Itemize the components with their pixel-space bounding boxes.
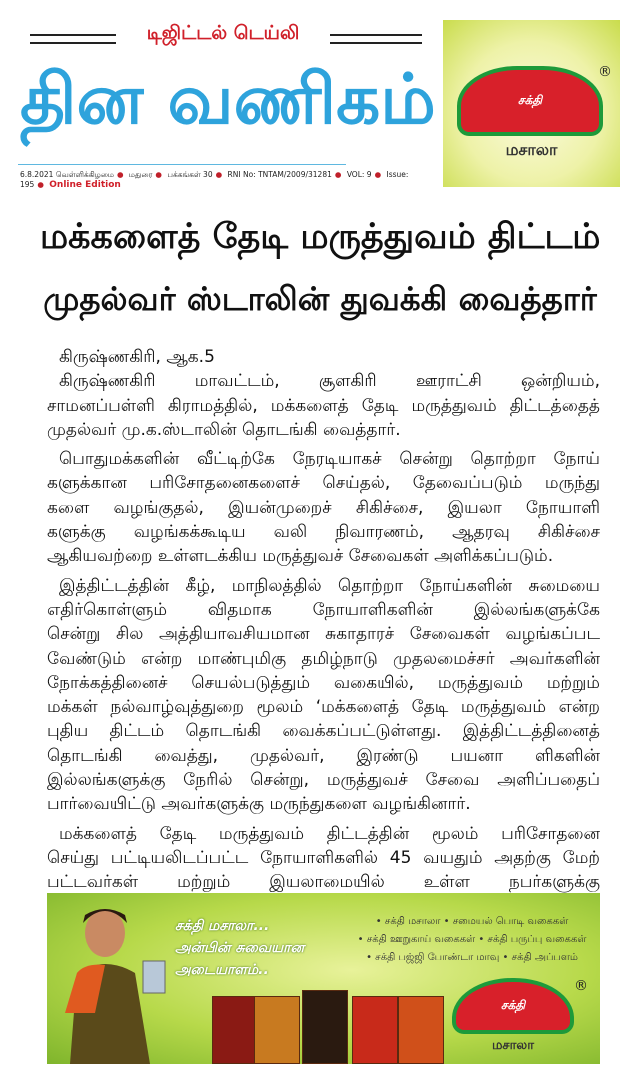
headline-line-2: முதல்வர் ஸ்டாலின் துவக்கி வைத்தார் — [43, 280, 597, 318]
logo-sub: மசாலா — [505, 140, 558, 159]
article-line: செய்து பட்டியலிடப்பட்ட நோயாளிகளில் 45 வயதும் அதற்கு மேற் — [47, 847, 600, 868]
sakthi-masala-advertisement[interactable] — [47, 893, 600, 1064]
article-line: தொடங்கி வைத்து, முதல்வர், இரண்டு பயனா ளிகளின் — [47, 745, 600, 766]
rni-number: RNI No: TNTAM/2009/31281 — [227, 170, 332, 179]
registered-mark: ® — [574, 978, 588, 994]
edition-label: Online Edition — [49, 180, 121, 190]
city: மதுரை — [128, 170, 153, 179]
article-line: மக்கள் நல்வாழ்வுத்துறை மூலம் ‘மக்களைத் தேடி மருத்துவம் என்ற — [47, 697, 600, 718]
article-line: இல்லங்களுக்கு நேரில் சென்று, மருத்துவச் சேவை அளிப்பதைப் — [47, 770, 600, 791]
article-line: பட்டவர்கள் மற்றும் இயலாமையில் உள்ள நபர்களுக்கு — [47, 872, 600, 893]
article-line: நோக்கத்தினைச் செயல்படுத்தும் வகையில், மருத்துவம் மற்றும் — [47, 672, 600, 693]
issue-number: Issue: 195 — [20, 170, 409, 189]
product-line: • சக்தி பஜ்ஜி போண்டா மாவு • சக்தி அப்பளம் — [366, 952, 578, 963]
article-line: எதிர்கொள்ளும் விதமாக நோயாளிகளின் இல்லங்களுக்கே — [47, 599, 600, 620]
kicker: டிஜிட்டல் டெய்லி — [146, 22, 300, 44]
tagline-line: அன்பின் சுவையான — [175, 940, 305, 956]
page-count: பக்கங்கள் 30 — [167, 170, 213, 179]
masala-pack — [212, 996, 258, 1064]
article-line: பார்வையிட்டு அவர்களுக்கு மருந்துகளை வழங்கினார். — [47, 794, 471, 815]
tagline-line: அடையாளம்.. — [175, 962, 269, 978]
article-line: பொதுமக்களின் வீட்டிற்கே நேரடியாகச் சென்று தொற்றா நோய் — [59, 449, 600, 470]
article-line: கிருஷ்ணகிரி மாவட்டம், சூளகிரி ஊராட்சி ஒன்றியம், — [59, 371, 600, 392]
masthead-divider — [18, 164, 346, 165]
masala-pack — [254, 996, 300, 1064]
logo-arch — [457, 66, 603, 136]
masala-pack — [352, 996, 398, 1064]
logo-sub: மசாலா — [491, 1038, 535, 1053]
product-list — [347, 913, 597, 967]
ad-tagline — [175, 915, 345, 981]
ad-brand-logo — [452, 978, 592, 1058]
masala-pack — [302, 990, 348, 1064]
article-line: சாமனப்பள்ளி கிராமத்தில், மக்களைத் தேடி மருத்துவம் திட்டத்தைத் — [47, 395, 600, 416]
product-line: • சக்தி ஊறுகாய் வகைகள் • சக்தி பருப்பு வகைகள் — [357, 934, 587, 945]
tagline-line: சக்தி மசாலா... — [175, 918, 270, 934]
product-packs — [212, 988, 444, 1064]
issue-date: 6.8.2021 வெள்ளிக்கிழமை — [20, 170, 114, 179]
article-line: சென்று சில அத்தியாவசியமான சுகாதாரச் சேவைகள் வழங்கப்பட — [47, 624, 600, 645]
article-paragraph — [47, 574, 600, 817]
article-line: வேண்டும் என்ற மாண்புமிகு தமிழ்நாடு முதலமைச்சர் அவர்களின் — [47, 648, 600, 669]
product-line: • சக்தி மசாலா • சமையல் பொடி வகைகள் — [375, 916, 569, 927]
article-line: மக்களைத் தேடி மருத்துவம் திட்டத்தின் மூலம் பரிசோதனை — [59, 823, 600, 844]
article-line: களுக்கு வழங்கக்கூடிய வலி நிவாரணம், ஆதரவு சிகிச்சை — [47, 522, 600, 543]
article-line: களை வழங்குதல், இயன்முறைச் சிகிச்சை, இயலா நோயாளி — [47, 497, 600, 518]
article-line: களுக்கான பரிசோதனைகளைச் செய்தல், தேவைப்படும் மருந்து — [47, 473, 600, 494]
headline-line-1: மக்களைத் தேடி மருத்துவம் திட்டம் — [40, 217, 601, 257]
volume: VOL: 9 — [346, 170, 372, 179]
newspaper-title: தின வணிகம் — [20, 60, 436, 140]
logo-brand: சக்தி — [517, 93, 543, 107]
article-body — [47, 345, 600, 900]
sakthi-masala-logo[interactable] — [443, 20, 620, 187]
article-paragraph — [47, 369, 600, 442]
article-paragraph — [47, 822, 600, 895]
dateline: 6.8.2021 வெள்ளிக்கிழமை ● மதுரை ● பக்கங்கள் 30 ● RNI No: TNTAM/2009/31281 ● VOL: 9 ● Issue: 195 ● Online Edition — [20, 170, 409, 190]
article-dateline: கிருஷ்ணகிரி, ஆக.5 — [59, 347, 215, 367]
registered-mark: ® — [598, 64, 612, 80]
article-line: ஆகியவற்றை உள்ளடக்கிய மருத்துவச் சேவைகள் அளிக்கப்படும். — [47, 546, 554, 567]
logo-arch — [452, 978, 574, 1034]
article-line: புதிய திட்டம் தொடங்கி வைக்கப்பட்டுள்ளது. இத்திட்டத்தினைத் — [47, 721, 600, 742]
masala-pack — [398, 996, 444, 1064]
model-image — [55, 903, 175, 1064]
article-line: முதல்வர் மு.க.ஸ்டாலின் தொடங்கி வைத்தார். — [47, 419, 401, 440]
logo-brand: சக்தி — [500, 998, 526, 1012]
article-paragraph — [47, 447, 600, 568]
article-line: இத்திட்டத்தின் கீழ், மாநிலத்தில் தொற்றா நோய்களின் சுமையை — [59, 575, 600, 596]
